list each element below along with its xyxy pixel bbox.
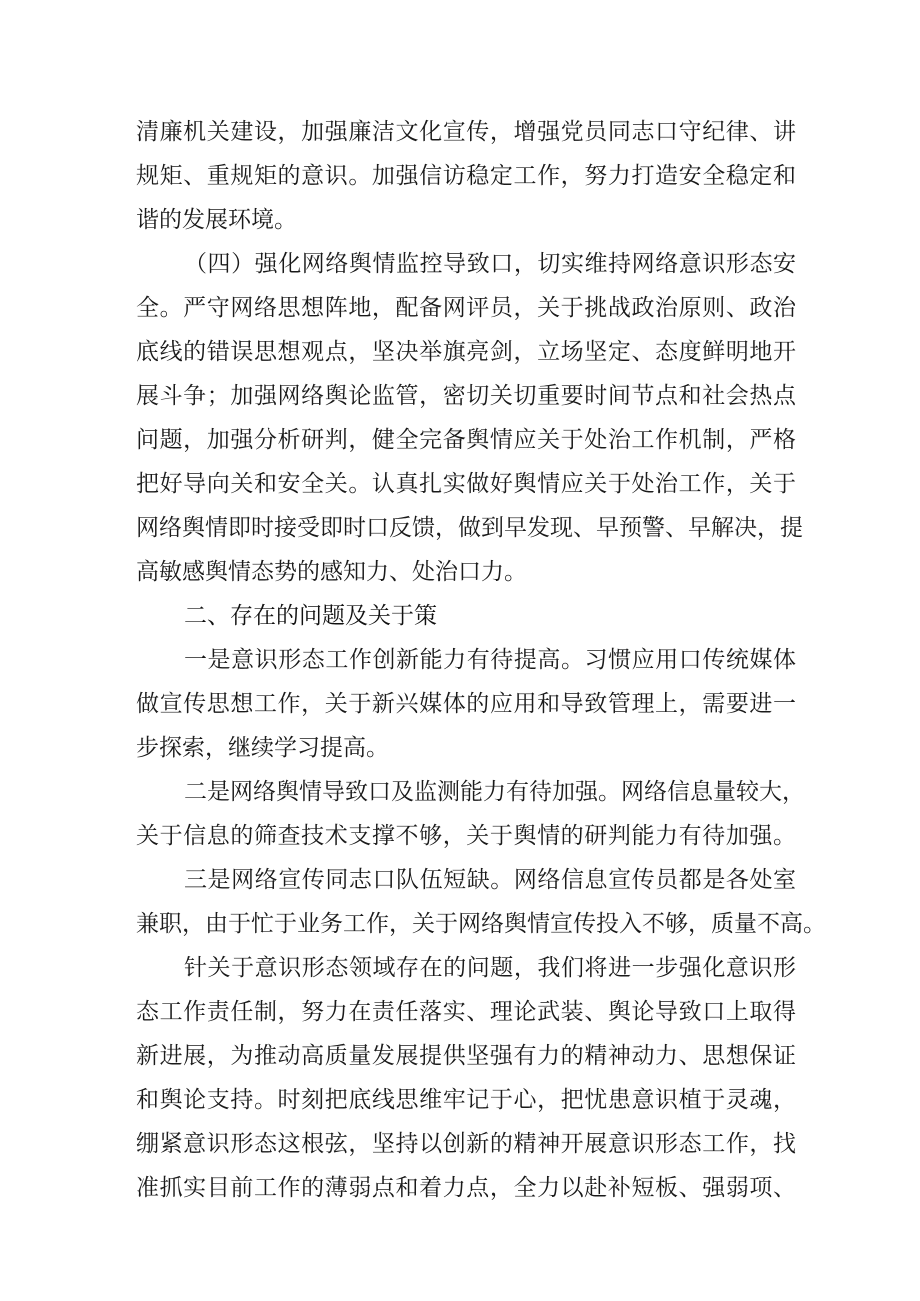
paragraph-line: 底线的错误思想观点，坚决举旗亮剑，立场坚定、态度鲜明地开 (136, 339, 796, 365)
section-heading: 二、存在的问题及关于策 (184, 603, 437, 629)
paragraph-line: 三是网络宣传同志口队伍短缺。网络信息宣传员都是各处室 (184, 867, 796, 893)
paragraph-line: 态工作责任制，努力在责任落实、理论武装、舆论导致口上取得 (136, 999, 796, 1025)
paragraph-line: 全。严守网络思想阵地，配备网评员，关于挑战政治原则、政治 (136, 295, 796, 321)
paragraph-line: 二是网络舆情导致口及监测能力有待加强。网络信息量较大， (184, 779, 805, 805)
paragraph-line: 绷紧意识形态这根弦，坚持以创新的精神开展意识形态工作，找 (136, 1131, 796, 1157)
paragraph-line: （四）强化网络舆情监控导致口，切实维持网络意识形态安 (184, 251, 796, 277)
paragraph-line: 兼职，由于忙于业务工作，关于网络舆情宣传投入不够，质量不高。 (136, 911, 826, 937)
paragraph-line: 谐的发展环境。 (136, 207, 297, 233)
paragraph-line: 展斗争；加强网络舆论监管，密切关切重要时间节点和社会热点 (136, 383, 796, 409)
paragraph-line: 针关于意识形态领域存在的问题，我们将进一步强化意识形 (184, 955, 796, 981)
paragraph-line: 做宣传思想工作，关于新兴媒体的应用和导致管理上，需要进一 (136, 691, 796, 717)
paragraph-line: 问题，加强分析研判，健全完备舆情应关于处治工作机制，严格 (136, 427, 796, 453)
paragraph-line: 和舆论支持。时刻把底线思维牢记于心，把忧患意识植于灵魂， (136, 1087, 796, 1113)
paragraph-line: 清廉机关建设，加强廉洁文化宣传，增强党员同志口守纪律、讲 (136, 119, 796, 145)
paragraph-line: 一是意识形态工作创新能力有待提高。习惯应用口传统媒体 (184, 647, 796, 673)
paragraph-line: 规矩、重规矩的意识。加强信访稳定工作，努力打造安全稳定和 (136, 163, 796, 189)
paragraph-line: 准抓实目前工作的薄弱点和着力点，全力以赴补短板、强弱项、 (136, 1175, 796, 1201)
paragraph-line: 把好导向关和安全关。认真扎实做好舆情应关于处治工作，关于 (136, 471, 796, 497)
paragraph-line: 步探索，继续学习提高。 (136, 735, 389, 761)
paragraph-line: 新进展，为推动高质量发展提供坚强有力的精神动力、思想保证 (136, 1043, 796, 1069)
paragraph-line: 关于信息的筛查技术支撑不够，关于舆情的研判能力有待加强。 (136, 823, 796, 849)
paragraph-line: 高敏感舆情态势的感知力、处治口力。 (136, 559, 527, 585)
paragraph-line: 网络舆情即时接受即时口反馈，做到早发现、早预警、早解决，提 (136, 515, 803, 541)
